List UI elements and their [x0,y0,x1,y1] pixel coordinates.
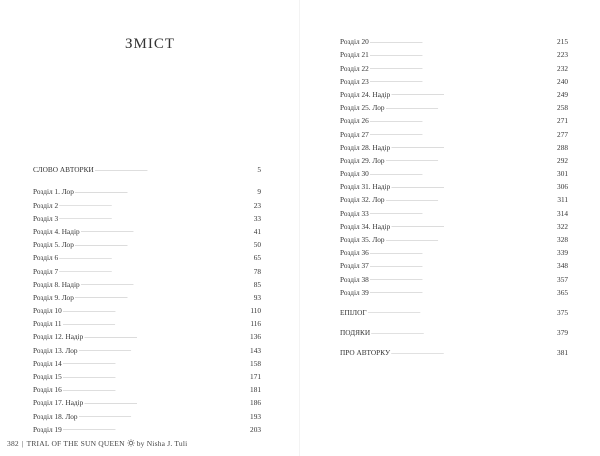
toc-entry-label: Розділ 1. Лор [33,187,74,197]
toc-entry-page: 110 [250,306,261,316]
toc-entry-label: Розділ 35. Лор [340,235,385,244]
toc-dot-leader [370,39,553,45]
toc-entry-label: Розділ 33 [340,208,369,218]
toc-entry-page: 65 [253,253,261,263]
toc-entry [340,152,568,165]
toc-entry-label: Розділ 21 [340,50,369,60]
toc-entry [340,165,568,178]
toc-entry [33,394,261,407]
toc-dot-leader [391,350,553,356]
toc-entry-label: Розділ 8. Надір [33,279,80,289]
toc-entry [33,196,261,209]
toc-dot-leader [63,360,246,366]
toc-entry-label: Розділ 30 [340,169,369,179]
toc-entry-page: 33 [253,213,261,223]
right-page [300,0,600,456]
toc-entry [340,73,568,86]
toc-entry-label: Розділ 24. Надір [340,89,391,99]
toc-dot-leader [370,289,553,295]
toc-entry [33,421,261,434]
toc-dot-leader [63,374,246,380]
toc-entry [33,315,261,328]
toc-entry [33,341,261,354]
toc-entry-label: Розділ 15 [33,372,62,381]
toc-dot-leader [371,330,553,336]
toc-entry-label: Розділ 28. Надір [340,142,391,152]
toc-entry-page: 328 [557,235,568,244]
toc-entry [340,86,568,99]
toc-entry-page: 311 [557,195,568,205]
toc-entry-label: Розділ 9. Лор [33,292,74,302]
toc-entry-label: Розділ 2 [33,200,59,210]
toc-dot-leader [75,294,246,300]
toc-entry [340,284,568,297]
toc-dot-leader [370,210,553,216]
toc-dot-leader [79,347,247,353]
toc-entry-page: 78 [253,266,261,276]
toc-entry-label: СЛОВО АВТОРКИ [33,165,94,175]
toc-dot-leader [84,400,246,406]
toc-entry [33,302,261,315]
toc-entry-label: Розділ 38 [340,274,369,284]
toc-entry [340,257,568,270]
toc-entry-label: Розділ 34. Надір [340,221,391,231]
toc-dot-leader [386,105,554,111]
toc-dot-leader [370,65,553,71]
toc-entry [33,210,261,223]
toc-entry-page: 301 [557,169,568,179]
toc-entry [340,344,568,357]
toc-entry-page: 314 [557,208,568,218]
toc-entry-page: 143 [250,345,261,355]
toc-entry-label: Розділ 25. Лор [340,103,385,113]
toc-dot-leader [75,189,246,195]
toc-entry-page: 85 [253,279,261,289]
toc-entry-page: 23 [253,200,261,210]
toc-entry-page: 288 [557,142,568,152]
toc-entry-label: Розділ 27 [340,129,369,139]
footer-separator: | [21,439,24,448]
sun-icon [127,439,135,447]
toc-entry [33,407,261,420]
toc-entry-page: 93 [253,292,261,302]
toc-entry-page: 116 [250,319,261,329]
toc-dot-leader [370,52,553,58]
toc-dot-leader [386,197,554,203]
toc-entry-page: 306 [557,182,568,192]
toc-entry-page: 9 [257,187,261,197]
toc-entry [33,223,261,236]
toc-entry [340,59,568,72]
toc-dot-leader [370,78,553,84]
toc-entry-page: 193 [250,411,261,421]
toc-dot-leader [370,250,553,256]
toc-dot-leader [370,276,553,282]
toc-entry-page: 5 [257,165,261,175]
toc-dot-leader [79,413,247,419]
toc-entry-page: 348 [557,261,568,271]
toc-entry-page: 249 [557,89,568,99]
toc-entry-label: Розділ 18. Лор [33,411,78,421]
toc-entry-page: 258 [557,103,568,113]
toc-entry-label: Розділ 10 [33,306,62,316]
toc-dot-leader [391,223,553,229]
toc-dot-leader [63,308,246,314]
toc-entry-label: Розділ 6 [33,253,59,263]
toc-entry-page: 379 [557,328,568,338]
toc-entry [340,244,568,257]
toc-entry-page: 240 [557,76,568,86]
toc-right-column [340,33,568,357]
toc-entry [340,204,568,217]
toc-dot-leader [370,171,553,177]
toc-entry [340,191,568,204]
toc-entry [340,46,568,59]
footer-book-title: TRIAL OF THE SUN QUEEN [26,439,125,448]
toc-entry-label: Розділ 12. Надір [33,332,84,342]
toc-dot-leader [59,215,246,221]
toc-entry-page: 223 [557,50,568,60]
toc-entry [340,324,568,337]
toc-entry-label: Розділ 3 [33,213,59,223]
toc-entry-label: Розділ 39 [340,287,369,297]
toc-entry [33,355,261,368]
toc-dot-leader [391,144,553,150]
toc-dot-leader [63,321,246,327]
toc-entry-page: 375 [557,307,568,317]
toc-entry-page: 271 [557,116,568,126]
toc-dot-leader [59,255,246,261]
toc-entry [340,125,568,138]
toc-entry [33,328,261,341]
toc-dot-leader [391,184,553,190]
toc-entry [33,368,261,381]
toc-entry-label: Розділ 11 [33,319,62,329]
toc-entry [33,183,261,196]
page-title: ЗМІСТ [124,36,175,52]
toc-entry-page: 277 [557,129,568,139]
toc-dot-leader [370,131,553,137]
toc-entry-page: 41 [253,226,261,236]
toc-dot-leader [59,202,246,208]
toc-dot-leader [370,263,553,269]
toc-entry [340,178,568,191]
toc-left-column [33,161,261,434]
toc-entry-page: 136 [250,332,261,342]
toc-entry [340,33,568,46]
toc-dot-leader [386,157,554,163]
toc-entry-label: ЕПІЛОГ [340,307,367,317]
toc-entry-page: 232 [557,63,568,73]
toc-entry-label: Розділ 32. Лор [340,195,385,205]
toc-dot-leader [386,237,554,243]
toc-entry [33,236,261,249]
toc-entry-label: Розділ 5. Лор [33,240,74,250]
toc-entry-label: ПОДЯКИ [340,328,371,338]
toc-entry-label: Розділ 23 [340,76,369,86]
toc-dot-leader [370,118,553,124]
toc-entry [33,161,261,174]
toc-entry-label: Розділ 16 [33,385,62,395]
toc-entry-label: Розділ 31. Надір [340,182,391,192]
toc-entry [340,218,568,231]
toc-entry-label: Розділ 14 [33,358,62,368]
toc-entry-page: 186 [250,398,261,408]
toc-entry [33,381,261,394]
footer-author: by Nisha J. Tuli [136,439,188,448]
toc-entry-label: Розділ 36 [340,248,369,258]
toc-entry-label: Розділ 22 [340,63,369,73]
toc-entry [340,270,568,283]
toc-entry [33,276,261,289]
toc-entry-label: Розділ 20 [340,37,369,47]
toc-dot-leader [84,334,246,340]
toc-entry-label: Розділ 13. Лор [33,345,78,355]
toc-dot-leader [81,281,246,287]
toc-entry-label: ПРО АВТОРКУ [340,348,391,358]
toc-entry-page: 381 [557,348,568,358]
toc-entry-page: 339 [557,248,568,258]
toc-entry [33,262,261,275]
toc-entry-label: Розділ 4. Надір [33,226,80,236]
toc-entry-page: 203 [250,424,261,434]
toc-entry-label: Розділ 7 [33,266,59,276]
toc-entry-page: 50 [253,240,261,250]
toc-entry [33,249,261,262]
toc-entry-label: Розділ 17. Надір [33,398,84,408]
toc-dot-leader [81,228,246,234]
toc-entry [340,99,568,112]
footer-page-number: 382 [7,439,19,448]
toc-entry-page: 357 [557,274,568,284]
toc-entry-label: Розділ 19 [33,424,62,434]
toc-dot-leader [63,387,246,393]
toc-entry [340,231,568,244]
toc-entry [33,289,261,302]
toc-dot-leader [391,91,553,97]
toc-entry-label: Розділ 26 [340,116,369,126]
toc-dot-leader [63,426,246,432]
toc-entry-page: 322 [557,221,568,231]
toc-entry-page: 215 [557,37,568,47]
toc-dot-leader [368,309,553,315]
toc-entry-page: 181 [250,385,261,395]
toc-entry-page: 365 [557,287,568,297]
toc-dot-leader [75,242,246,248]
toc-entry-label: Розділ 29. Лор [340,155,385,165]
toc-entry-label: Розділ 37 [340,261,369,271]
toc-entry [340,304,568,317]
toc-entry-page: 171 [250,372,261,381]
toc-entry [340,139,568,152]
toc-dot-leader [95,167,246,173]
toc-dot-leader [59,268,246,274]
toc-entry-page: 158 [250,358,261,368]
toc-entry-page: 292 [557,155,568,165]
toc-entry [340,112,568,125]
running-footer [7,439,187,448]
